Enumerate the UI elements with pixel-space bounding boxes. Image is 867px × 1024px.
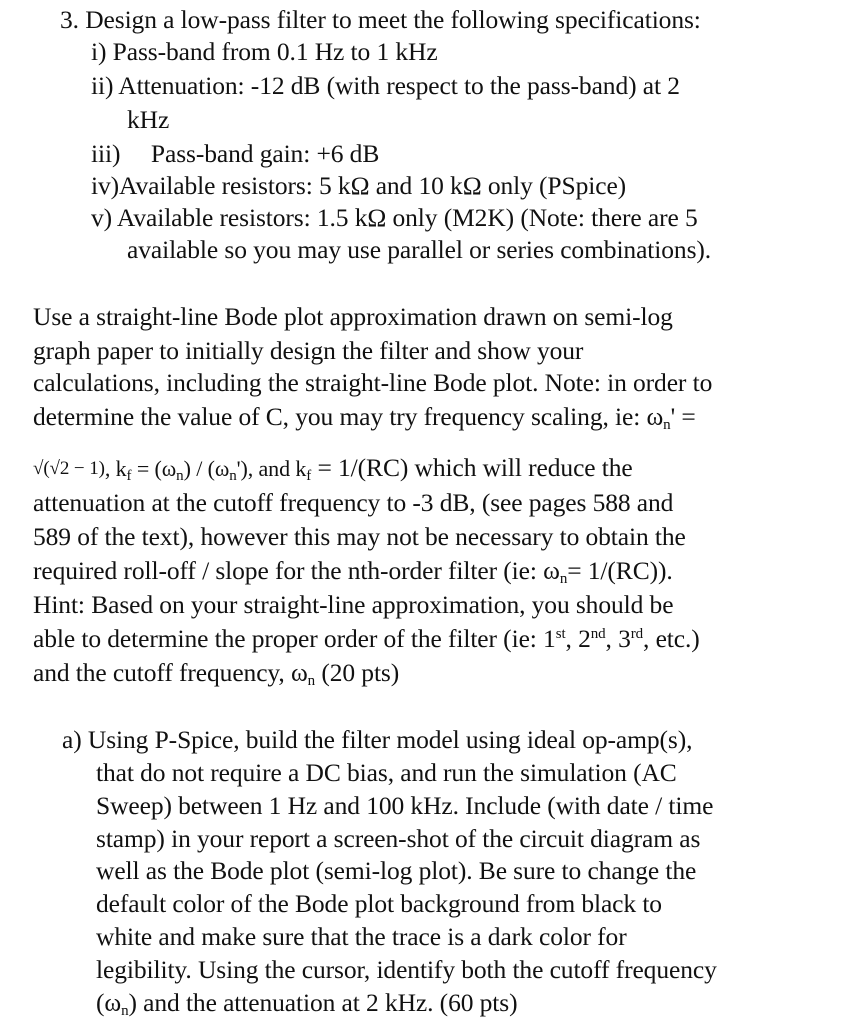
part-a-line-5: well as the Bode plot (semi-log plot). Be sure to change the (96, 856, 697, 885)
spec-item-1 (91, 37, 438, 67)
body-line-5: √(√2 − 1), $k_f = (\omega_n) / (\omega_n')$, and $k_f = 1/(RC)$ which will reduce the (33, 453, 633, 484)
body-line-6: attenuation at the cutoff frequency to -3 dB, (see pages 588 and (33, 488, 674, 517)
body-line-4: determine the value of C, you may try frequency scaling, ie: $\omega_n'$ = (33, 402, 696, 433)
spec-text: Pass-band from 0.1 Hz to 1 kHz (112, 37, 438, 66)
spec-text: Pass-band gain: +6 dB (150, 139, 380, 168)
spec-text: Available resistors: 5 kΩ and 10 kΩ only (PSpice) (119, 171, 627, 200)
body-line-2: graph paper to initially design the filter and show your (33, 336, 584, 365)
sqrt-formula: √(√2 − 1) (33, 458, 105, 479)
spec-label: i) (91, 37, 107, 66)
question-heading (60, 5, 701, 35)
part-a-line-8: legibility. Using the cursor, identify both the cutoff frequency (96, 955, 717, 984)
spec-label: iv) (91, 171, 120, 200)
spec-item-5-continued: available so you may use parallel or series combinations). (127, 235, 712, 264)
part-a-line-7: white and make sure that the trace is a dark color for (96, 922, 627, 951)
spec-label: ii) (91, 71, 114, 100)
part-a-line-2: that do not require a DC bias, and run the simulation (AC (96, 758, 677, 787)
part-a-label: a) (62, 725, 82, 754)
part-a-line-4: stamp) in your report a screen-shot of the circuit diagram as (96, 824, 701, 853)
spec-text: Available resistors: 1.5 kΩ only (M2K) (Note: there are 5 (116, 203, 698, 232)
spec-item-3 (91, 139, 379, 169)
question-number: 3. (60, 5, 79, 34)
spec-label: v) (91, 203, 113, 232)
body-line-3: calculations, including the straight-line Bode plot. Note: in order to (33, 368, 713, 397)
spec-text: Attenuation: -12 dB (with respect to the pass-band) at 2 (118, 71, 680, 100)
body-line-11: and the cutoff frequency, $\omega_n$ (20 pts) (33, 658, 400, 689)
body-line-8: required roll-off / slope for the nth-order filter (ie: $\omega_n= 1/(RC)$). (33, 556, 673, 587)
spec-item-2 (91, 71, 680, 101)
part-a-line-9: $(\omega_n)$ and the attenuation at 2 kHz. (60 pts) (96, 988, 518, 1019)
spec-label: iii) (91, 139, 121, 168)
spec-item-5 (91, 203, 698, 233)
question-title: Design a low-pass filter to meet the following specifications: (85, 5, 701, 34)
part-a-line-3: Sweep) between 1 Hz and 100 kHz. Include (with date / time (96, 791, 714, 820)
body-line-9: Hint: Based on your straight-line approximation, you should be (33, 590, 674, 619)
body-line-7: 589 of the text), however this may not be necessary to obtain the (33, 522, 686, 551)
spec-item-4 (91, 171, 626, 201)
body-line-1: Use a straight-line Bode plot approximation drawn on semi-log (33, 302, 673, 331)
part-a-line-6: default color of the Bode plot background from black to (96, 889, 662, 918)
part-a-line-1: a) Using P-Spice, build the filter model using ideal op-amp(s), (62, 725, 693, 754)
body-line-10: able to determine the proper order of the filter (ie: 1st, 2nd, 3rd, etc.) (33, 624, 700, 653)
spec-item-2-continued: kHz (127, 105, 170, 134)
